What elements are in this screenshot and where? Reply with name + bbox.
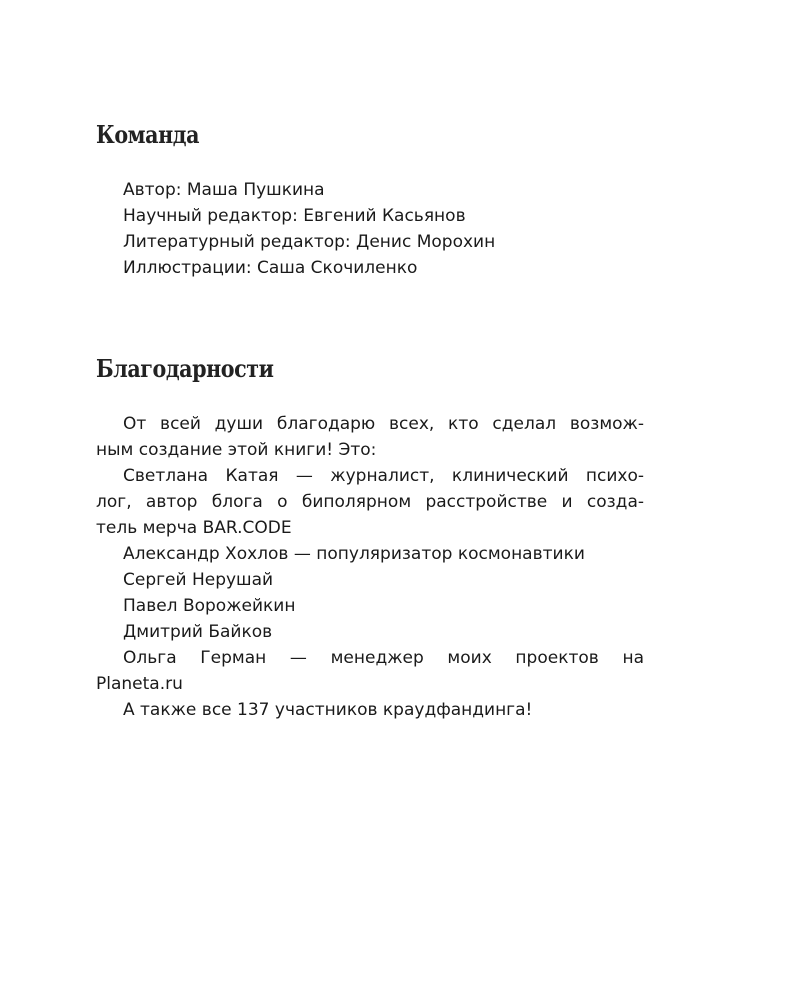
- team-literary-editor-line: Литературный редактор: Денис Морохин: [123, 232, 496, 252]
- thanks-intro-line-1: От всей души благодарю всех, кто сделал возмож-: [123, 414, 644, 434]
- team-list: [96, 177, 644, 281]
- thanks-baykov-line: Дмитрий Байков: [123, 622, 273, 642]
- thanks-khokhlov-line: Александр Хохлов — популяризатор космонавтики: [123, 544, 585, 564]
- thanks-german-line-1: Ольга Герман — менеджер моих проектов на: [123, 648, 644, 668]
- thanks-heading: Благодарности: [96, 354, 274, 383]
- thanks-kataya-line-3: тель мерча BAR.CODE: [96, 518, 292, 538]
- thanks-intro-line-2: ным создание этой книги! Это:: [96, 440, 377, 460]
- thanks-crowdfunding-line: А также все 137 участников краудфандинга!: [123, 700, 533, 720]
- thanks-nerushay-line: Сергей Нерушай: [123, 570, 274, 590]
- team-science-editor-line: Научный редактор: Евгений Касьянов: [123, 206, 466, 226]
- team-author-line: Автор: Маша Пушкина: [123, 180, 325, 200]
- thanks-vorozheykin-line: Павел Ворожейкин: [123, 596, 296, 616]
- team-heading: Команда: [96, 120, 200, 149]
- team-illustrations-line: Иллюстрации: Саша Скочиленко: [123, 258, 418, 278]
- thanks-kataya-line-1: Светлана Катая — журналист, клинический психо-: [123, 466, 644, 486]
- thanks-german-line-2: Planeta.ru: [96, 674, 183, 694]
- thanks-kataya-line-2: лог, автор блога о биполярном расстройстве и созда-: [96, 492, 644, 512]
- thanks-list: [96, 411, 644, 723]
